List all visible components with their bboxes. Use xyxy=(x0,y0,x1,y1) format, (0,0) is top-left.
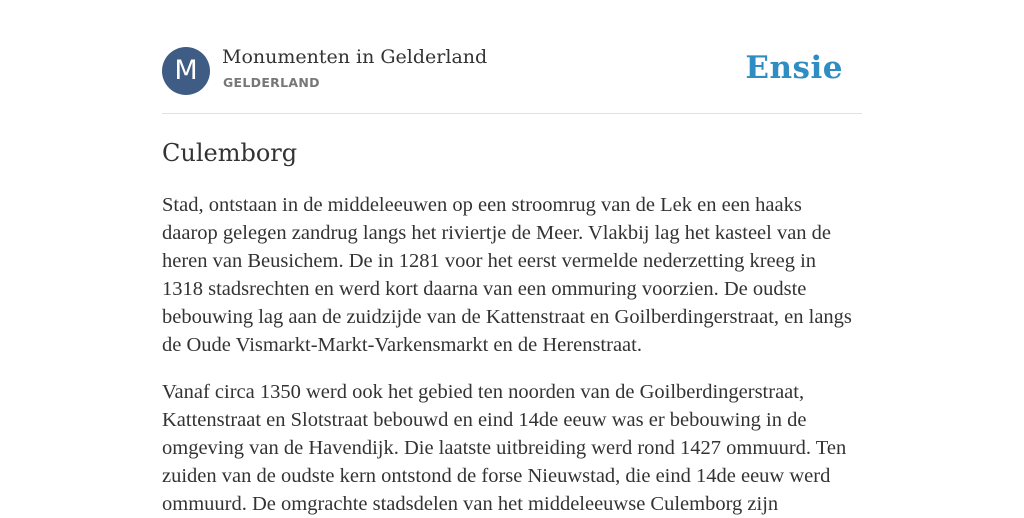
category-title[interactable]: Monumenten in Gelderland xyxy=(222,46,488,68)
site-header xyxy=(162,46,862,96)
article-heading: Culemborg xyxy=(162,139,298,167)
ensie-logo[interactable]: Ensie xyxy=(745,50,843,86)
article-body xyxy=(162,136,862,518)
article-paragraph: Vanaf circa 1350 werd ook het gebied ten noorden van de Goilberdingerstraat, Kattenstraat en Slotstraat bebouwd en eind 14de eeuw was er bebouwing in de omgeving van de Havendijk. Die laatste uitbreiding werd rond 1427 ommuurd. Ten zuiden van de oudste kern ontstond de forse Nieuwstad, die eind 14de eeuw werd ommuurd. De omgrachte stadsdelen van het middeleeuwse Culemborg zijn xyxy=(162,381,847,515)
header-divider xyxy=(162,113,862,114)
category-avatar[interactable]: M xyxy=(162,47,210,95)
article-paragraph: Stad, ontstaan in de middeleeuwen op een stroomrug van de Lek en een haaks daarop gelegen zandrug langs het riviertje de Meer. Vlakbij lag het kasteel van de heren van Beusichem. De in 1281 voor het eerst vermelde nederzetting kreeg in 1318 stadsrechten en werd kort daarna van een ommuring voorzien. De oudste bebouwing lag aan de zuidzijde van de Kattenstraat en Goilberdingerstraat, en langs de Oude Vismarkt-Markt-Varkensmarkt en de Herenstraat. xyxy=(162,194,852,356)
category-subtitle[interactable]: GELDERLAND xyxy=(223,75,320,90)
